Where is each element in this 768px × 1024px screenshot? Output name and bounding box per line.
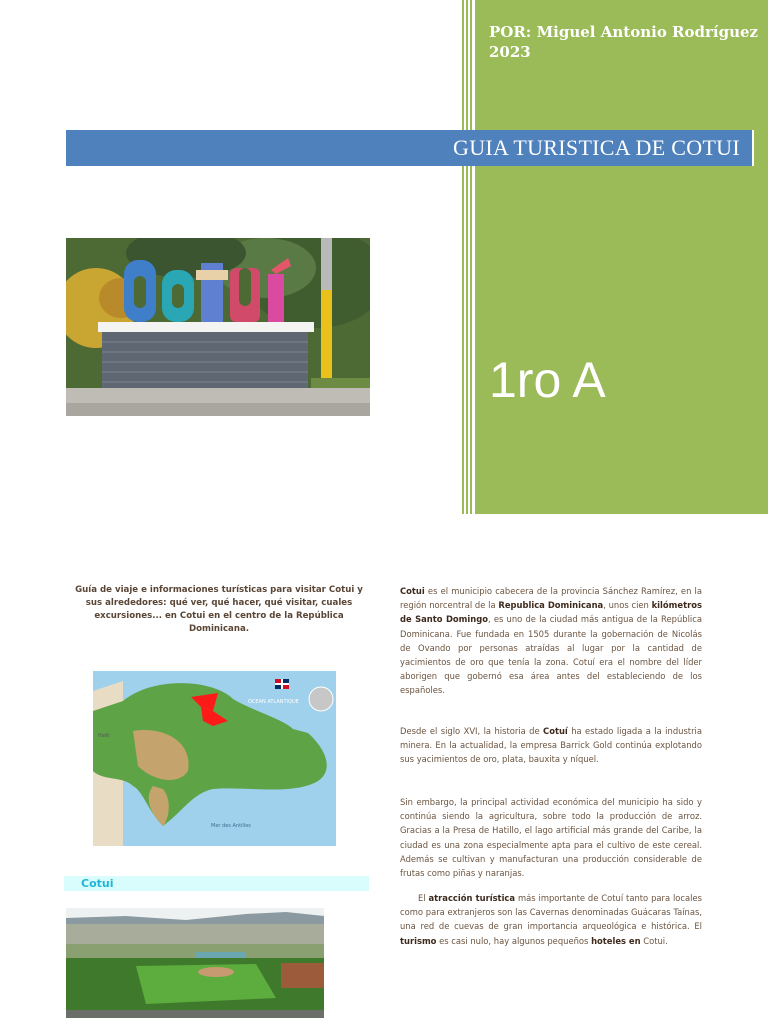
bold-term: kilómetros de Santo Domingo (400, 600, 702, 625)
svg-text:OCEAN ATLANTIQUE: OCEAN ATLANTIQUE (248, 699, 299, 705)
title-banner (66, 130, 754, 166)
map-image (93, 671, 336, 846)
grade-label: 1ro A (489, 352, 606, 408)
intro-paragraph: Guía de viaje e informaciones turísticas para visitar Cotui y sus alrededores: qué ver, qué hacer, qué visitar, cuales excursiones... en Cotui en el centro de la República Dominicana. (75, 585, 363, 634)
bold-term: turismo (400, 935, 437, 946)
aerial-photo-cotui (66, 908, 324, 1018)
paragraph-tourism: El atracción turística más importante de Cotuí tanto para locales como para extranjeros son las Cavernas denominadas Guácaras Taínas, una red de cuevas de gran importancia arqueológica e histórica. El turismo es casi nulo, hay algunos pequeños hoteles en Cotui. (400, 893, 703, 946)
author-name: POR: Miguel Antonio Rodríguez (489, 23, 759, 41)
divider-line (466, 0, 468, 514)
paragraph-mining: Desde el siglo XVI, la historia de Cotuí ha estado ligada a la industria minera. En la actualidad, la empresa Barrick Gold continúa explotando sus yacimientos de oro, plata, bauxita y níquel. (400, 726, 702, 765)
svg-text:Mer des Antilles: Mer des Antilles (211, 823, 251, 829)
divider-line (462, 0, 464, 514)
author-year: 2023 (489, 43, 531, 61)
green-panel-decorative-lines (462, 0, 475, 514)
section-label-bar (64, 876, 369, 891)
cover-photo-cotui-sign (66, 238, 370, 416)
paragraph-history: Cotui es el municipio cabecera de la provincia Sánchez Ramírez, en la región norcentral de la Republica Dominicana, unos cien kilómetros de Santo Domingo, es uno de la ciudad más antigua de la República Dominicana. Fue fundada en 1505 durante la gobernación de Nicolás de Ovando por personas atraídas al lugar por la cantidad de yacimientos de oro que tenía la zona. Cotuí era el nombre del líder aborigen que gobernó esa área antes del estableciendo de los españoles. (400, 586, 702, 696)
section-label: Cotui (81, 877, 114, 890)
page-title: GUIA TURISTICA DE COTUI (453, 135, 740, 160)
bold-term: Republica Dominicana (498, 600, 604, 611)
dominican-republic-map (93, 671, 336, 846)
cover-green-panel (475, 0, 768, 514)
svg-text:Haïti: Haïti (98, 733, 110, 739)
author-block (489, 22, 759, 62)
divider-line (470, 0, 472, 514)
cotui-sign-image (66, 238, 370, 416)
paragraph-agriculture: Sin embargo, la principal actividad económica del municipio ha sido y continúa siendo la agricultura, sobre todo la producción de arroz. Gracias a la Presa de Hatillo, el lago artificial más grande del Caribe, la ciudad es una zona especialmente apta para el cultivo de este cereal. Además se cultivan y manufacturan una producción considerable de frutas como piñas y naranjas. (400, 797, 702, 879)
bold-term: atracción turística (428, 893, 516, 903)
aerial-image (66, 908, 324, 1018)
bold-term: Cotui (400, 586, 425, 596)
bold-term: hoteles en (591, 935, 641, 946)
bold-term: Cotuí (543, 726, 568, 736)
